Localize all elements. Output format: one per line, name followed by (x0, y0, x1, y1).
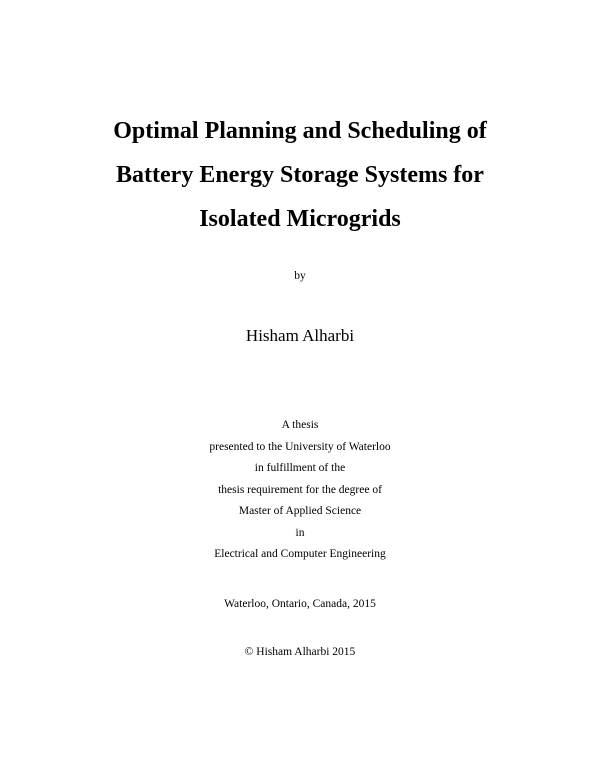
title-line-3: Isolated Microgrids (199, 206, 401, 232)
title-line-2: Battery Energy Storage Systems for (116, 162, 484, 188)
thesis-line-2: presented to the University of Waterloo (209, 441, 391, 453)
author-name: Hisham Alharbi (245, 326, 355, 345)
title-line-1: Optimal Planning and Scheduling of (113, 118, 487, 144)
location-date: Waterloo, Ontario, Canada, 2015 (224, 598, 376, 610)
thesis-line-4: thesis requirement for the degree of (218, 484, 382, 496)
copyright-line: © Hisham Alharbi 2015 (244, 646, 356, 658)
by-label: by (294, 270, 306, 282)
thesis-line-3: in fulfillment of the (254, 462, 346, 474)
thesis-line-6: in (295, 527, 305, 539)
thesis-line-1: A thesis (281, 419, 319, 431)
thesis-line-7: Electrical and Computer Engineering (214, 548, 386, 560)
thesis-line-5: Master of Applied Science (238, 505, 362, 517)
